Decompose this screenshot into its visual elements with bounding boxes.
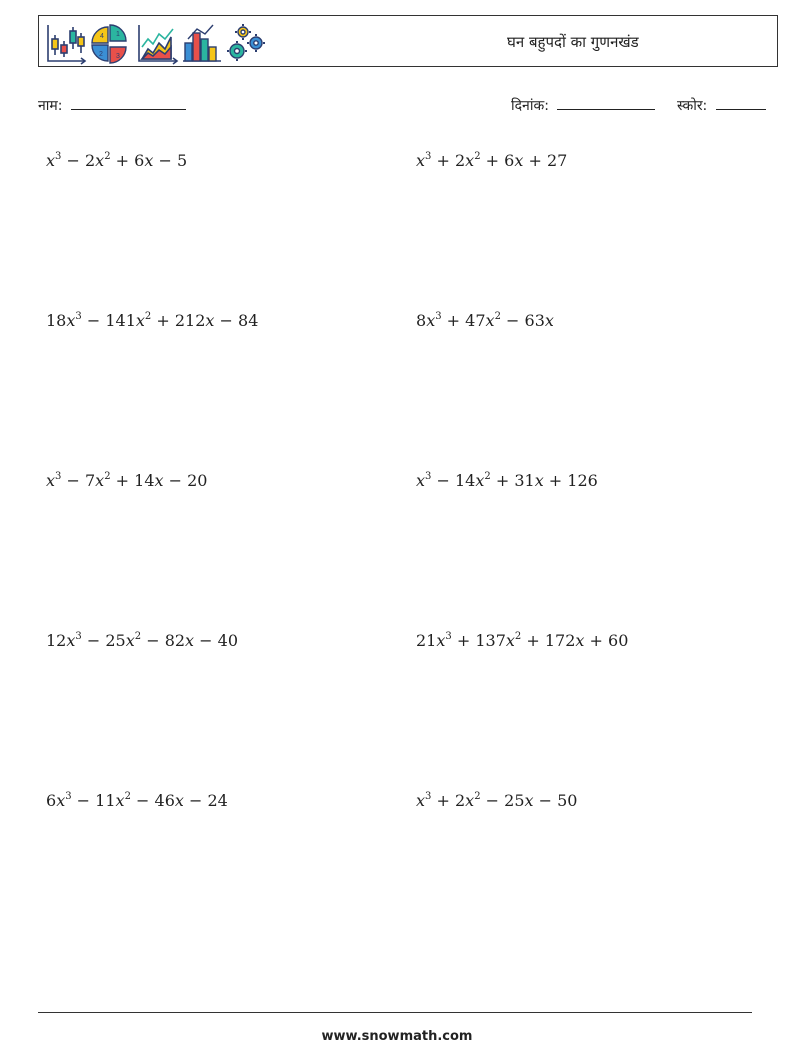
quadrant-label: 1 xyxy=(116,31,120,38)
date-blank[interactable] xyxy=(557,95,655,110)
problem-expression: $x^3 - 14x^2 + 31x + 126$ xyxy=(416,471,598,490)
quadrant-label: 2 xyxy=(99,51,103,58)
footer-divider xyxy=(38,1012,752,1013)
candlestick-chart-icon xyxy=(48,25,85,64)
area-chart-icon xyxy=(139,25,177,64)
name-label: नाम: xyxy=(38,98,63,114)
quadrant-number-icon xyxy=(92,25,126,63)
problem-expression: $x^3 - 2x^2 + 6x - 5$ xyxy=(46,151,188,170)
quadrant-label: 3 xyxy=(116,53,120,60)
footer-url: www.snowmath.com xyxy=(321,1029,473,1044)
problem-expression: $18x^3 - 141x^2 + 212x - 84$ xyxy=(46,311,259,330)
date-field xyxy=(511,95,655,115)
problem-expression: $x^3 + 2x^2 - 25x - 50$ xyxy=(416,791,578,810)
problem-expression: $12x^3 - 25x^2 - 82x - 40$ xyxy=(46,631,239,650)
worksheet-title: घन बहुपदों का गुणनखंड xyxy=(507,33,639,51)
quadrant-label: 4 xyxy=(100,33,104,40)
problem-expression: $x^3 - 7x^2 + 14x - 20$ xyxy=(46,471,208,490)
name-blank[interactable] xyxy=(71,95,186,110)
header-box xyxy=(38,15,778,67)
bar-chart-icon xyxy=(183,25,221,61)
problem-expression: $8x^3 + 47x^2 - 63x$ xyxy=(416,311,554,330)
name-field xyxy=(38,95,186,115)
score-label: स्कोर: xyxy=(677,98,708,114)
gears-icon xyxy=(227,24,265,61)
score-field xyxy=(677,95,766,115)
score-blank[interactable] xyxy=(716,95,766,110)
problem-expression: $21x^3 + 137x^2 + 172x + 60$ xyxy=(416,631,629,650)
problem-expression: $x^3 + 2x^2 + 6x + 27$ xyxy=(416,151,568,170)
problem-expression: $6x^3 - 11x^2 - 46x - 24$ xyxy=(46,791,228,810)
date-label: दिनांक: xyxy=(511,98,549,114)
logo-strip xyxy=(45,19,275,65)
